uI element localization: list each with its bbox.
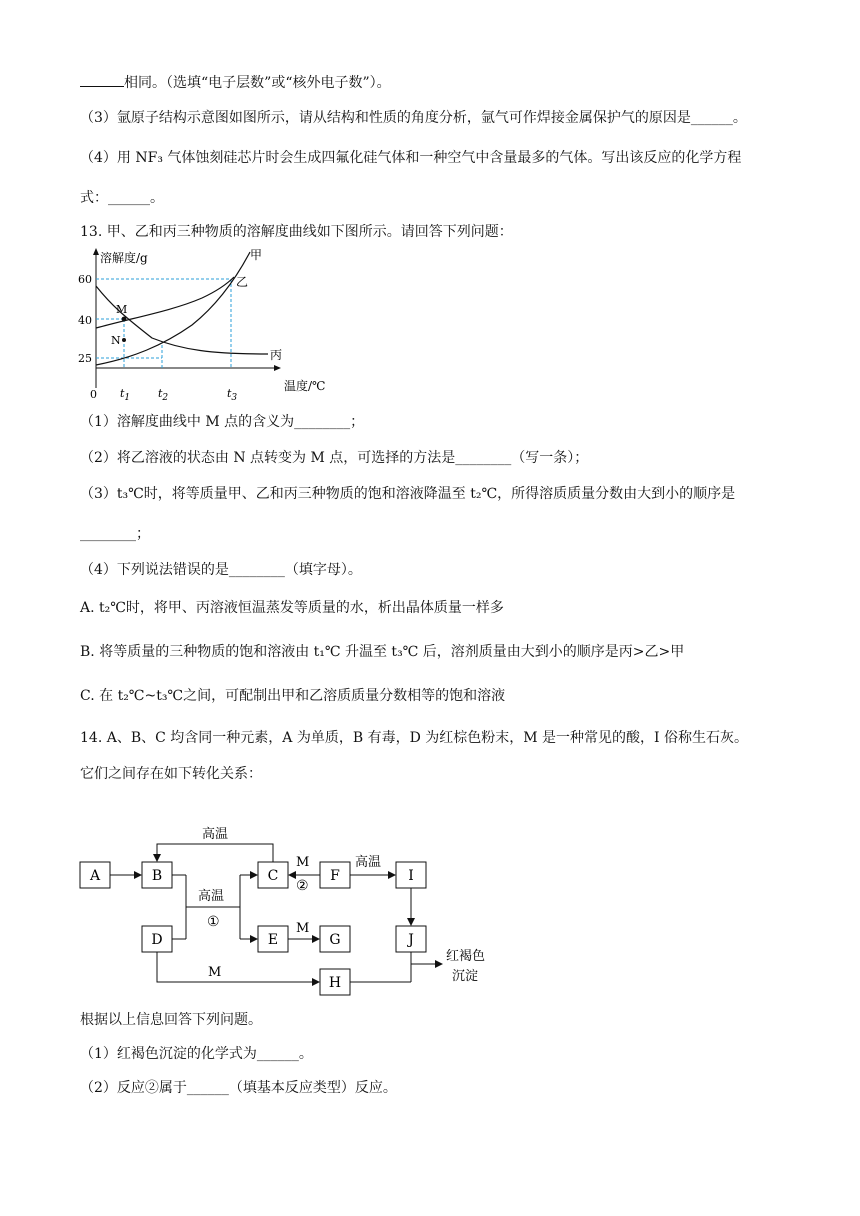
node-B-label: B	[151, 868, 163, 884]
question-14-2: （2）反应②属于______（填基本反应类型）反应。	[80, 1080, 397, 1096]
y-tick-60: 60	[78, 273, 92, 286]
solubility-chart	[72, 246, 342, 402]
point-M	[122, 317, 127, 322]
text-line-q12-4b: 式：______。	[80, 190, 164, 206]
label-high-temp-mid: 高温	[198, 889, 225, 904]
point-M-label: M	[116, 303, 128, 316]
x-axis-label: 温度/℃	[284, 379, 326, 393]
question-14-title-b: 它们之间存在如下转化关系：	[80, 766, 262, 782]
node-E-label: E	[267, 932, 279, 948]
option-c: C. 在 t₂℃~t₃℃之间，可配制出甲和乙溶质质量分数相等的饱和溶液	[80, 688, 506, 704]
label-m-dh: M	[208, 965, 222, 980]
arrow-d-h	[157, 952, 319, 982]
label-m-eg: M	[296, 921, 310, 936]
y-axis-arrow	[93, 248, 99, 255]
arrow-c-b	[157, 844, 273, 862]
transformation-diagram	[70, 812, 510, 1002]
x-tick-t1: $t_1$	[120, 387, 131, 402]
question-14-1: （1）红褐色沉淀的化学式为______。	[80, 1046, 313, 1062]
node-H-label: H	[328, 975, 342, 991]
origin-label: 0	[90, 388, 97, 401]
label-bing: 丙	[270, 348, 283, 362]
question-13-title: 13. 甲、乙和丙三种物质的溶解度曲线如下图所示。请回答下列问题：	[80, 224, 513, 240]
label-circle-1: ①	[207, 914, 220, 930]
node-A-label: A	[89, 868, 101, 884]
x-tick-t2: $t_2$	[158, 387, 169, 402]
question-13-3b: ________；	[80, 526, 150, 542]
node-D-label: D	[151, 932, 163, 948]
text-line-1: 相同。（选填“电子层数”或“核外电子数”）。	[80, 72, 391, 93]
text-line-q12-3: （3）氩原子结构示意图如图所示，请从结构和性质的角度分析，氩气可作焊接金属保护气的原因是______。	[80, 110, 747, 126]
node-C-label: C	[267, 868, 279, 884]
question-13-1: （1）溶解度曲线中 M 点的含义为________；	[80, 414, 365, 430]
option-b: B. 将等质量的三种物质的饱和溶液由 t₁℃ 升温至 t₃℃ 后，溶剂质量由大到小的顺序是丙>乙>甲	[80, 644, 685, 660]
question-14-title: 14. A、B、C 均含同一种元素，A 为单质，B 有毒，D 为红棕色粉末，M 是一种常见的酸，I 俗称生石灰。	[80, 730, 749, 746]
option-a: A. t₂℃时，将甲、丙溶液恒温蒸发等质量的水，析出晶体质量一样多	[80, 600, 504, 616]
node-J-label: J	[408, 932, 414, 948]
label-circle-2: ②	[296, 878, 309, 894]
label-precipitate-1: 红褐色	[446, 949, 486, 964]
question-14-info: 根据以上信息回答下列问题。	[80, 1012, 262, 1028]
point-N	[122, 338, 126, 342]
label-precipitate-2: 沉淀	[452, 969, 479, 984]
question-13-3: （3）t₃℃时，将等质量甲、乙和丙三种物质的饱和溶液降温至 t₂℃，所得溶质质量分数由大到小的顺序是	[80, 486, 736, 502]
curve-bing	[96, 286, 268, 354]
label-m-fc: M	[296, 855, 310, 870]
label-yi: 乙	[236, 275, 249, 289]
answer-blank[interactable]	[80, 72, 124, 87]
question-13-4: （4）下列说法错误的是________（填字母）。	[80, 562, 362, 578]
label-high-temp-fi: 高温	[355, 855, 382, 870]
question-13-2: （2）将乙溶液的状态由 N 点转变为 M 点，可选择的方法是________（写一条）；	[80, 450, 589, 466]
text-line-q12-4: （4）用 NF₃ 气体蚀刻硅芯片时会生成四氟化硅气体和一种空气中含量最多的气体。写出该反应的化学方程	[80, 150, 742, 166]
label-high-temp-top: 高温	[202, 827, 229, 842]
node-G-label: G	[329, 932, 341, 948]
y-axis-label: 溶解度/g	[100, 251, 148, 265]
x-axis-arrow	[274, 365, 281, 371]
node-I-label: I	[408, 868, 414, 884]
node-F-label: F	[330, 868, 340, 884]
point-N-label: N	[111, 334, 121, 347]
y-tick-25: 25	[78, 352, 92, 365]
label-jia: 甲	[250, 248, 263, 262]
x-tick-t3: $t_3$	[227, 387, 238, 402]
y-tick-40: 40	[78, 314, 92, 327]
